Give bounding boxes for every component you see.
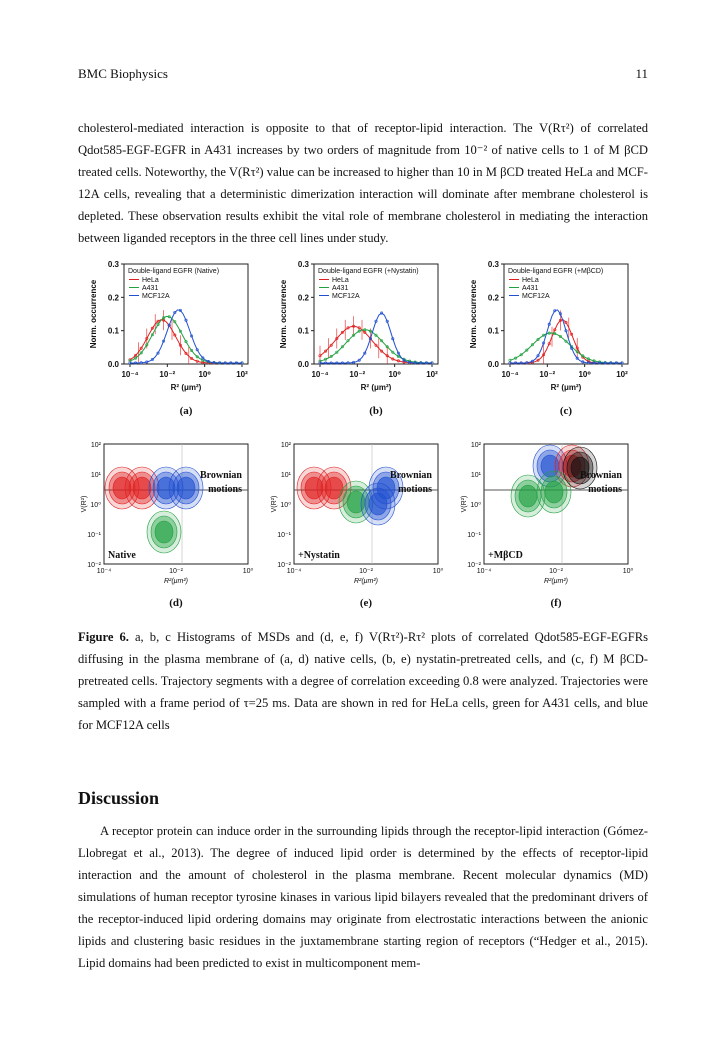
region-label-motions: motions bbox=[398, 484, 432, 495]
figure-caption bbox=[78, 626, 648, 736]
x-tick-label: 10⁰ bbox=[388, 370, 401, 379]
y-tick-label: 0.2 bbox=[107, 293, 119, 303]
x-tick-label: 10⁰ bbox=[622, 568, 634, 575]
panel-letter: (d) bbox=[169, 597, 183, 609]
y-tick-label: 0.3 bbox=[297, 260, 309, 269]
x-axis-label: R²(μm²) bbox=[353, 578, 379, 585]
y-tick-label: 0.0 bbox=[487, 360, 499, 369]
histogram-title: Double-ligand EGFR (+MβCD) bbox=[508, 268, 604, 275]
y-tick-label: 10⁰ bbox=[280, 502, 291, 509]
contour-blob bbox=[519, 485, 537, 507]
y-tick-label: 10¹ bbox=[470, 472, 481, 479]
y-axis-label: V(R²) bbox=[81, 495, 88, 513]
figure-6 bbox=[76, 254, 650, 620]
panel-letter: (f) bbox=[550, 597, 562, 609]
contour-blob bbox=[369, 493, 387, 515]
legend-label: MCF12A bbox=[142, 293, 170, 300]
x-tick-label: 10² bbox=[426, 370, 438, 379]
panel-letter: (e) bbox=[359, 597, 373, 609]
y-axis-label: Norm. occurrence bbox=[89, 279, 98, 349]
condition-label: Native bbox=[108, 550, 136, 561]
x-tick-label: 10⁻² bbox=[349, 370, 366, 379]
body-paragraph-top: cholesterol-mediated interaction is opposite to that of receptor-lipid interaction. The V(Rτ²) of correlated Qdot585-EGF-EGFR in A431 increases by two orders of magnitude from 10⁻² of native cells to 1 of M βCD treated cells. Noteworthy, the V(Rτ²) value can be increased to higher than 10 in M βCD treated HeLa and MCF-12A cells, revealing that a deterministic dimerization interaction will dominate after membrane cholesterol is depleted. These observation results exhibit the vital role of membrane cholesterol in mediating the interaction between liganded receptors in the three cell lines under study. bbox=[78, 121, 648, 245]
x-tick-label: 10⁻⁴ bbox=[476, 568, 492, 575]
histogram-curve-a431 bbox=[510, 333, 622, 363]
y-tick-label: 0.2 bbox=[487, 293, 499, 303]
x-tick-label: 10⁻⁴ bbox=[121, 370, 139, 379]
panel-letter: (a) bbox=[179, 405, 193, 417]
y-tick-label: 10⁻² bbox=[277, 562, 291, 569]
journal-name: BMC Biophysics bbox=[78, 66, 168, 81]
x-axis-label: R²(μm²) bbox=[163, 578, 189, 585]
x-axis-label: R² (μm²) bbox=[360, 383, 392, 392]
y-tick-label: 10² bbox=[90, 442, 101, 449]
y-tick-label: 10⁻¹ bbox=[87, 532, 101, 539]
y-tick-label: 0.1 bbox=[487, 326, 499, 336]
x-tick-label: 10⁰ bbox=[242, 568, 254, 575]
y-tick-label: 10¹ bbox=[90, 472, 101, 479]
legend-label: A431 bbox=[142, 285, 159, 292]
x-tick-label: 10⁻² bbox=[169, 568, 183, 575]
region-label-motions: motions bbox=[588, 484, 622, 495]
condition-label: +MβCD bbox=[488, 550, 523, 561]
x-axis-label: R² (μm²) bbox=[550, 383, 582, 392]
section-heading-discussion: Discussion bbox=[78, 788, 160, 808]
contour-blob bbox=[155, 521, 173, 543]
contour-blob bbox=[545, 481, 563, 503]
y-tick-label: 0.0 bbox=[107, 360, 119, 369]
condition-label: +Nystatin bbox=[298, 550, 340, 561]
x-tick-label: 10⁰ bbox=[432, 568, 444, 575]
y-tick-label: 10⁻² bbox=[467, 562, 481, 569]
page-number: 11 bbox=[635, 66, 648, 81]
y-tick-label: 10⁻¹ bbox=[467, 532, 481, 539]
panel-letter: (b) bbox=[369, 405, 383, 417]
x-tick-label: 10⁻² bbox=[549, 568, 563, 575]
y-axis-label: V(R²) bbox=[271, 495, 278, 513]
region-label-brownian: Brownian bbox=[579, 470, 622, 481]
legend-label: HeLa bbox=[522, 277, 539, 284]
region-label-brownian: Brownian bbox=[199, 470, 242, 481]
legend-label: MCF12A bbox=[522, 293, 550, 300]
x-tick-label: 10⁻⁴ bbox=[501, 370, 519, 379]
y-tick-label: 10² bbox=[470, 442, 481, 449]
y-axis-label: Norm. occurrence bbox=[469, 279, 478, 349]
y-tick-label: 0.1 bbox=[297, 326, 309, 336]
x-tick-label: 10⁻⁴ bbox=[286, 568, 302, 575]
discussion-paragraph: A receptor protein can induce order in the surrounding lipids through the receptor-lipid interaction (Gómez-Llobregat et al., 2013). The degree of induced lipid order is determined by the effects of receptor-lipid interaction and the amount of cholesterol in the plasma membrane. Recent molecular dynamics (MD) simulations of human receptor tyrosine kinases in various lipid bilayers revealed that the predominant drivers of the receptor-induced lipid ordering domains may originate from electrostatic interactions between the anionic lipids and clustering basic residues in the juxtamembrane starting region of receptors (“Hedger et al., 2015). Lipid domains had been predicted to exist in multicomponent mem- bbox=[78, 824, 648, 970]
legend-label: A431 bbox=[522, 285, 539, 292]
x-axis-label: R² (μm²) bbox=[170, 383, 202, 392]
histogram-title: Double-ligand EGFR (Native) bbox=[128, 268, 220, 275]
panel-letter: (c) bbox=[559, 405, 573, 417]
y-tick-label: 0.0 bbox=[297, 360, 309, 369]
y-tick-label: 10⁰ bbox=[470, 502, 481, 509]
y-axis-label: Norm. occurrence bbox=[279, 279, 288, 349]
y-tick-label: 10⁻¹ bbox=[277, 532, 291, 539]
legend-label: A431 bbox=[332, 285, 349, 292]
y-tick-label: 0.2 bbox=[297, 293, 309, 303]
region-label-brownian: Brownian bbox=[389, 470, 432, 481]
y-tick-label: 10⁰ bbox=[90, 502, 101, 509]
legend-label: MCF12A bbox=[332, 293, 360, 300]
legend-label: HeLa bbox=[142, 277, 159, 284]
y-tick-label: 0.3 bbox=[107, 260, 119, 269]
x-tick-label: 10² bbox=[616, 370, 628, 379]
caption-label: Figure 6. bbox=[78, 630, 129, 644]
y-tick-label: 0.1 bbox=[107, 326, 119, 336]
histogram-curve-mcf bbox=[510, 310, 622, 363]
x-tick-label: 10⁰ bbox=[578, 370, 591, 379]
y-axis-label: V(R²) bbox=[461, 495, 468, 513]
x-tick-label: 10⁻² bbox=[539, 370, 556, 379]
x-tick-label: 10⁻² bbox=[359, 568, 373, 575]
histogram-title: Double-ligand EGFR (+Nystatin) bbox=[318, 268, 419, 275]
x-axis-label: R²(μm²) bbox=[543, 578, 569, 585]
contour-blob bbox=[133, 477, 151, 499]
x-tick-label: 10⁻² bbox=[159, 370, 176, 379]
x-tick-label: 10⁻⁴ bbox=[311, 370, 329, 379]
contour-blob bbox=[177, 477, 195, 499]
y-tick-label: 10⁻² bbox=[87, 562, 101, 569]
x-tick-label: 10⁻⁴ bbox=[96, 568, 112, 575]
region-label-motions: motions bbox=[208, 484, 242, 495]
figure-graphic bbox=[76, 254, 650, 620]
legend-label: HeLa bbox=[332, 277, 349, 284]
x-tick-label: 10² bbox=[236, 370, 248, 379]
y-tick-label: 10¹ bbox=[280, 472, 291, 479]
y-tick-label: 10² bbox=[280, 442, 291, 449]
y-tick-label: 0.3 bbox=[487, 260, 499, 269]
caption-text: a, b, c Histograms of MSDs and (d, e, f) V(Rτ²)-Rτ² plots of correlated Qdot585-EGF-EGFRs diffusing in the plasma membrane of (a, d) native cells, (b, e) nystatin-pretreated cells, and (c, f) M βCD-pretreated cells. Trajectory segments with a degree of correlation exceeding 0.8 were analyzed. Trajectories were sampled with a frame period of τ=25 ms. Data are shown in red for HeLa cells, green for A431 cells, and blue for MCF12A cells bbox=[78, 630, 648, 732]
running-header bbox=[78, 66, 648, 82]
x-tick-label: 10⁰ bbox=[198, 370, 211, 379]
